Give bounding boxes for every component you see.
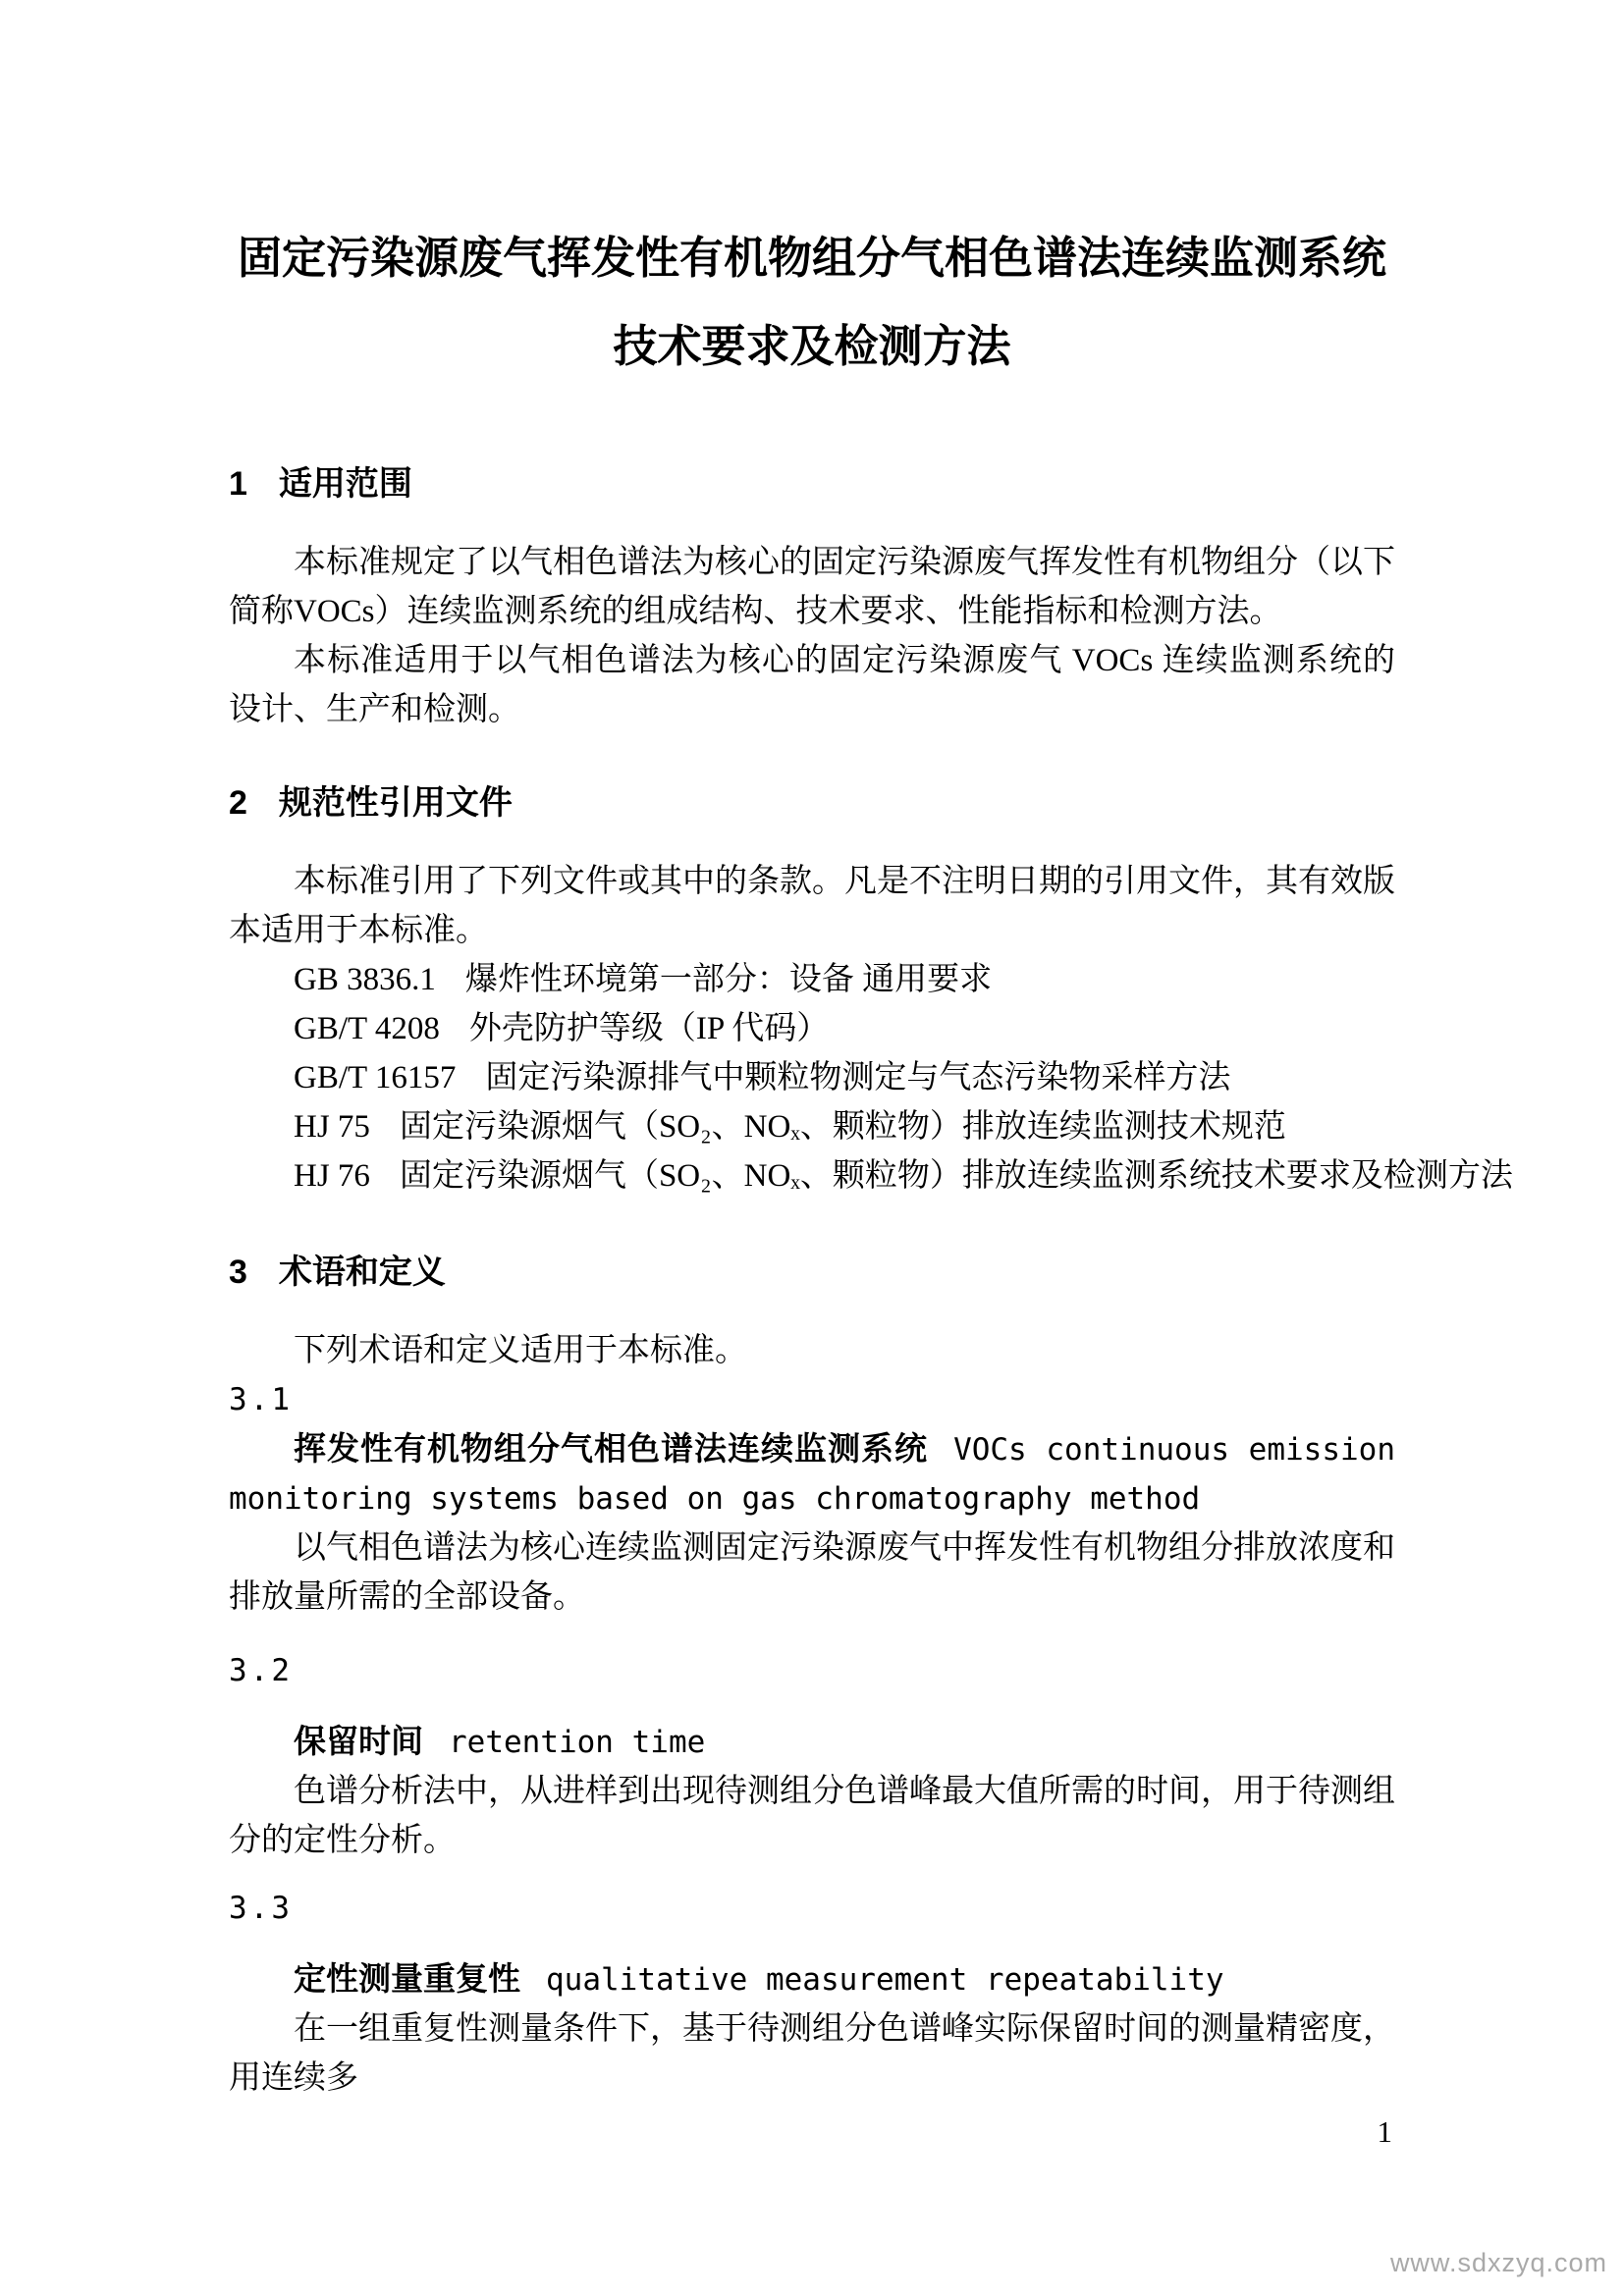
section-1-heading: [229, 459, 1395, 508]
section-3-number: 3: [229, 1254, 247, 1291]
term-3-3-name-zh: 定性测量重复性: [294, 1960, 520, 1997]
term-3-1-name-zh: 挥发性有机物组分气相色谱法连续监测系统: [294, 1430, 929, 1467]
reference-item: [229, 1004, 1395, 1053]
section-2-intro: 本标准引用了下列文件或其中的条款。凡是不注明日期的引用文件，其有效版本适用于本标准。: [229, 864, 1395, 948]
section-1-paragraph-2: 本标准适用于以气相色谱法为核心的固定污染源废气 VOCs 连续监测系统的设计、生产和检测。: [229, 643, 1395, 727]
term-3-3-id: 3.3: [229, 1891, 293, 1926]
term-3-1-id: 3.1: [229, 1382, 293, 1417]
term-3-2-name-zh: 保留时间: [294, 1723, 423, 1759]
section-1-paragraph-1: 本标准规定了以气相色谱法为核心的固定污染源废气挥发性有机物组分（以下简称VOCs）连续监测系统的组成结构、技术要求、性能指标和检测方法。: [229, 545, 1395, 629]
reference-item: [229, 955, 1395, 1004]
reference-title: 外壳防护等级（IP 代码）: [468, 1011, 830, 1046]
term-3-2-definition: 色谱分析法中，从进样到出现待测组分色谱峰最大值所需的时间，用于待测组分的定性分析。: [229, 1774, 1395, 1858]
reference-list: [229, 955, 1513, 1201]
section-2-heading: [229, 778, 1395, 828]
section-1-title: 适用范围: [278, 465, 412, 503]
reference-title: 固定污染源排气中颗粒物测定与气态污染物采样方法: [485, 1060, 1231, 1095]
term-3-2-name-en: retention time: [449, 1725, 706, 1760]
page-number: 1: [1377, 2114, 1392, 2149]
term-3-3-name-en: qualitative measurement repeatability: [546, 1962, 1224, 1998]
reference-item: [229, 1151, 1513, 1201]
section-3-heading: [229, 1248, 1395, 1297]
term-3-3-definition: 在一组重复性测量条件下，基于待测组分色谱峰实际保留时间的测量精密度，用连续多: [229, 2011, 1395, 2096]
section-3-title: 术语和定义: [278, 1254, 446, 1291]
reference-item: [229, 1102, 1395, 1151]
section-2-number: 2: [229, 784, 247, 822]
reference-code: HJ 75: [294, 1109, 370, 1145]
reference-code: GB 3836.1: [294, 962, 436, 997]
section-2-title: 规范性引用文件: [278, 784, 513, 822]
page-content: [0, 214, 1624, 2103]
section-1-number: 1: [229, 465, 247, 503]
document-title-line2: 技术要求及检测方法: [613, 321, 1011, 371]
document-title: [229, 214, 1395, 391]
term-3-2-name: [229, 1717, 1395, 1767]
term-3-3-name: [229, 1954, 1395, 2004]
term-3-1-name: [229, 1424, 1395, 1523]
watermark: www.sdxzyq.com: [1389, 2248, 1607, 2277]
section-3-intro: 下列术语和定义适用于本标准。: [294, 1333, 747, 1368]
document-title-line1: 固定污染源废气挥发性有机物组分气相色谱法连续监测系统: [237, 233, 1386, 283]
reference-code: HJ 76: [294, 1158, 370, 1194]
reference-item: [229, 1053, 1395, 1102]
reference-code: GB/T 4208: [294, 1011, 440, 1046]
term-3-1-definition: 以气相色谱法为核心连续监测固定污染源废气中挥发性有机物组分排放浓度和排放量所需的全部设备。: [229, 1530, 1395, 1615]
term-3-2-id: 3.2: [229, 1653, 293, 1688]
reference-title: 爆炸性环境第一部分：设备 通用要求: [464, 962, 993, 997]
term-3-1-name-en: VOCs continuous emission monitoring systems based on gas chromatography method: [229, 1432, 1395, 1517]
reference-code: GB/T 16157: [294, 1060, 457, 1095]
reference-title: 固定污染源烟气（SO₂、NOₓ、颗粒物）排放连续监测技术规范: [399, 1109, 1286, 1145]
reference-title: 固定污染源烟气（SO₂、NOₓ、颗粒物）排放连续监测系统技术要求及检测方法: [399, 1158, 1513, 1194]
